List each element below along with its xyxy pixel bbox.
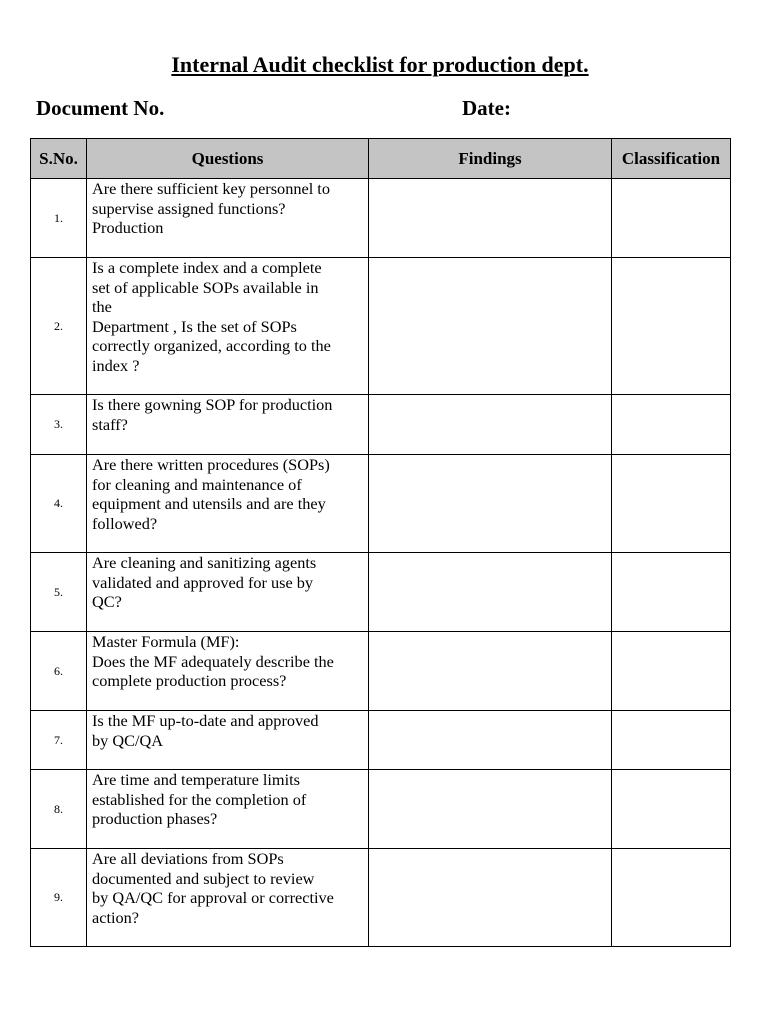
question-cell <box>87 455 369 553</box>
row-number: 7. <box>31 711 87 770</box>
table-row <box>31 849 731 947</box>
question-text: Are there sufficient key personnel to supervise assigned functions? Production <box>92 179 330 237</box>
row-number: 3. <box>31 395 87 455</box>
findings-cell[interactable] <box>369 455 612 553</box>
table-row <box>31 258 731 395</box>
audit-checklist-table <box>30 138 731 947</box>
question-text: Are all deviations from SOPs documented and subject to review by QA/QC for approval or corrective action? <box>92 849 334 927</box>
findings-cell[interactable] <box>369 395 612 455</box>
classification-cell[interactable] <box>612 395 731 455</box>
question-cell <box>87 179 369 258</box>
row-number: 1. <box>31 179 87 258</box>
question-text: Are cleaning and sanitizing agents validated and approved for use by QC? <box>92 553 317 611</box>
question-cell <box>87 258 369 395</box>
row-number: 9. <box>31 849 87 947</box>
row-number: 8. <box>31 770 87 849</box>
classification-cell[interactable] <box>612 455 731 553</box>
classification-cell[interactable] <box>612 711 731 770</box>
findings-cell[interactable] <box>369 770 612 849</box>
classification-cell[interactable] <box>612 849 731 947</box>
table-row <box>31 455 731 553</box>
question-cell <box>87 770 369 849</box>
table-row <box>31 553 731 632</box>
question-cell <box>87 632 369 711</box>
findings-cell[interactable] <box>369 711 612 770</box>
table-header-row <box>31 139 731 179</box>
question-text: Is the MF up-to-date and approved by QC/QA <box>92 711 319 750</box>
header-questions: Questions <box>87 139 369 179</box>
question-text: Are time and temperature limits established for the completion of production phases? <box>92 770 307 828</box>
row-number: 5. <box>31 553 87 632</box>
table-row <box>31 179 731 258</box>
findings-cell[interactable] <box>369 632 612 711</box>
classification-cell[interactable] <box>612 179 731 258</box>
classification-cell[interactable] <box>612 770 731 849</box>
table-row <box>31 632 731 711</box>
question-cell <box>87 849 369 947</box>
findings-cell[interactable] <box>369 553 612 632</box>
findings-cell[interactable] <box>369 849 612 947</box>
document-title: Internal Audit checklist for production dept. <box>171 52 589 77</box>
question-text: Master Formula (MF): Does the MF adequately describe the complete production process? <box>92 632 334 690</box>
classification-cell[interactable] <box>612 258 731 395</box>
row-number: 6. <box>31 632 87 711</box>
question-text: Are there written procedures (SOPs) for cleaning and maintenance of equipment and utensils and are they followed? <box>92 455 330 533</box>
document-number-label: Document No. <box>36 96 165 120</box>
date-label: Date: <box>462 96 511 120</box>
question-cell <box>87 395 369 455</box>
question-cell <box>87 711 369 770</box>
header-classification: Classification <box>612 139 731 179</box>
table-row <box>31 711 731 770</box>
question-cell <box>87 553 369 632</box>
classification-cell[interactable] <box>612 553 731 632</box>
question-text: Is there gowning SOP for production staff? <box>92 395 333 434</box>
header-sno: S.No. <box>31 139 87 179</box>
row-number: 4. <box>31 455 87 553</box>
table-row <box>31 770 731 849</box>
question-text: Is a complete index and a complete set of applicable SOPs available in the Department , Is the set of SOPs correctly organized, according to the index ? <box>92 258 331 375</box>
table-row <box>31 395 731 455</box>
findings-cell[interactable] <box>369 179 612 258</box>
findings-cell[interactable] <box>369 258 612 395</box>
classification-cell[interactable] <box>612 632 731 711</box>
row-number: 2. <box>31 258 87 395</box>
header-findings: Findings <box>369 139 612 179</box>
